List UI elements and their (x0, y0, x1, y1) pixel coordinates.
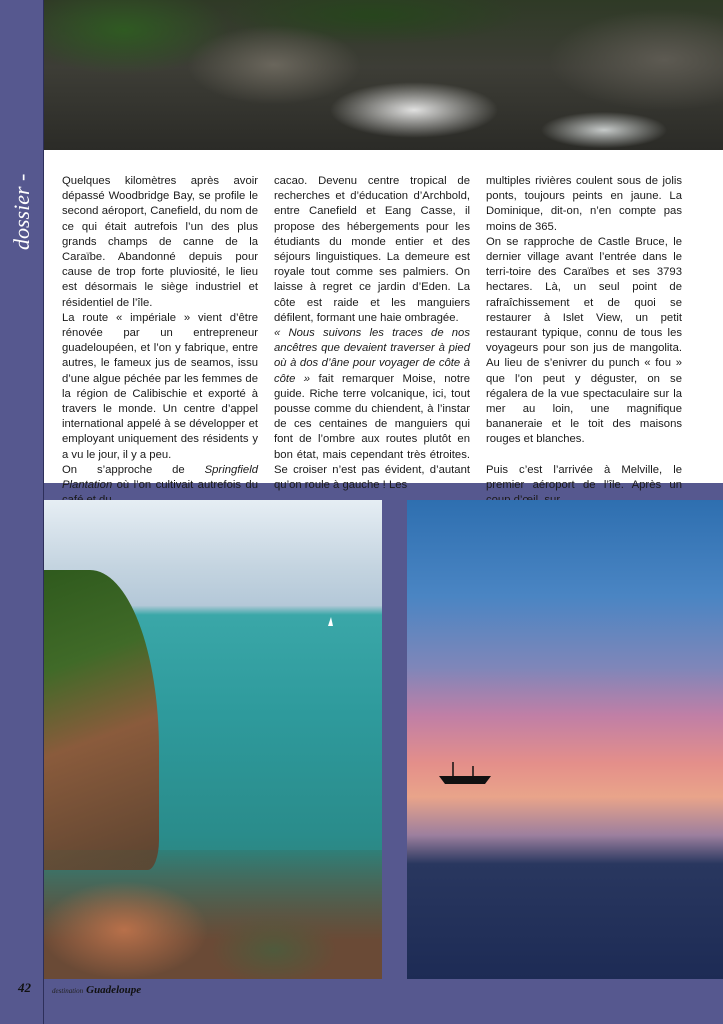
paragraph: La route « impériale » vient d’être rénovée par un entrepreneur guadeloupéen, et l’on y fabrique, entre autres, le fameux jus de seamos, issu d’une algue péchée par les femmes de la région de Calibischie et exporté à travers le monde. Un centre d’appel international appelé à se développer et employant uniquement des résidents y a vu le jour, il y a peu. (62, 311, 258, 461)
text-run: On s’approche de (62, 463, 205, 476)
sunset-photo (407, 500, 723, 979)
text-run: fait remarquer Moise, notre guide. Riche terre volcanique, ici, tout pousse comme du chiendent, à l’instar de ces centaines de manguiers qui font de l’ombre aux routes plutôt en bon état, mais cependant très étroites. Se croiser n’est pas évident, d’autant qu’on roule à gauche ! Les (274, 372, 470, 492)
section-label (2, 150, 40, 260)
plantation-name: Springfield Plantation (62, 463, 258, 492)
section-label-text: dossier - (9, 173, 34, 250)
article-column-1 (62, 174, 258, 508)
ship-silhouette-icon (437, 762, 493, 784)
article-column-3 (486, 174, 682, 508)
page-footer (0, 978, 723, 1024)
coast-photo (44, 500, 382, 979)
green-cliff (44, 570, 159, 870)
magazine-prefix: destination (52, 987, 84, 995)
magazine-name (52, 984, 141, 996)
magazine-brand: Guadeloupe (86, 984, 142, 996)
sailboat-icon (328, 617, 333, 626)
guide-quote: « Nous suivons les traces de nos ancêtres que devaient traverser à pied où à dos d’âne pour voyager de côte à côte » (274, 327, 470, 385)
text-run: cacao. Devenu centre tropical de recherches et d’éducation d’Archbold, entre Canefield et Eang Casse, il propose des hébergements pour les étudiants du monde entier et des séjours linguistiques. La demeure est royale tout comme ses palmiers. On laisse à regret ce jardin d’Eden. La côte est raide et les manguiers défilent, formant une haie ombragée. (274, 175, 470, 324)
paragraph: Quelques kilomètres après avoir dépassé Woodbridge Bay, se profile le second aéroport, Canefield, du nom de ce qui était autrefois l’un des plus grands champs de canne de la Caraïbe. Abandonné depuis pour cause de trop forte pluviosité, le lieu est désormais le siège industriel et résidentiel de l’île. (62, 175, 258, 309)
river-photo (44, 0, 723, 150)
paragraph (274, 174, 470, 493)
text-run: où l’on cultivait autrefois du (116, 479, 258, 492)
article-column-2 (274, 174, 470, 493)
paragraph: multiples rivières coulent sous de jolis ponts, toujours peints en jaune. La Dominique, dit-on, n’en compte pas moins de 365. (486, 175, 682, 233)
article-text-panel (44, 150, 723, 492)
paragraph: On se rapproche de Castle Bruce, le dernier village avant l’entrée dans le terri-toire des Caraïbes et ses 3793 hectares. Là, un seul point de rafraîchissement et de quoi se restaurer à Islet View, un petit restaurant typique, connu de tous les voyageurs pour son jus de mangolita. Au lieu de s’enivrer du punch « fou » que l’on peut y déguster, on se régalera de la vue spectaculaire sur la mer au loin, une magnifique bananeraie et le toit des maisons rouges et blanches. (486, 235, 682, 446)
paragraph: Puis c’est l’arrivée à Melville, le premier aéroport de l’île. Après un (486, 463, 682, 491)
foreground-rocks (44, 850, 382, 979)
page-number: 42 (18, 980, 31, 995)
